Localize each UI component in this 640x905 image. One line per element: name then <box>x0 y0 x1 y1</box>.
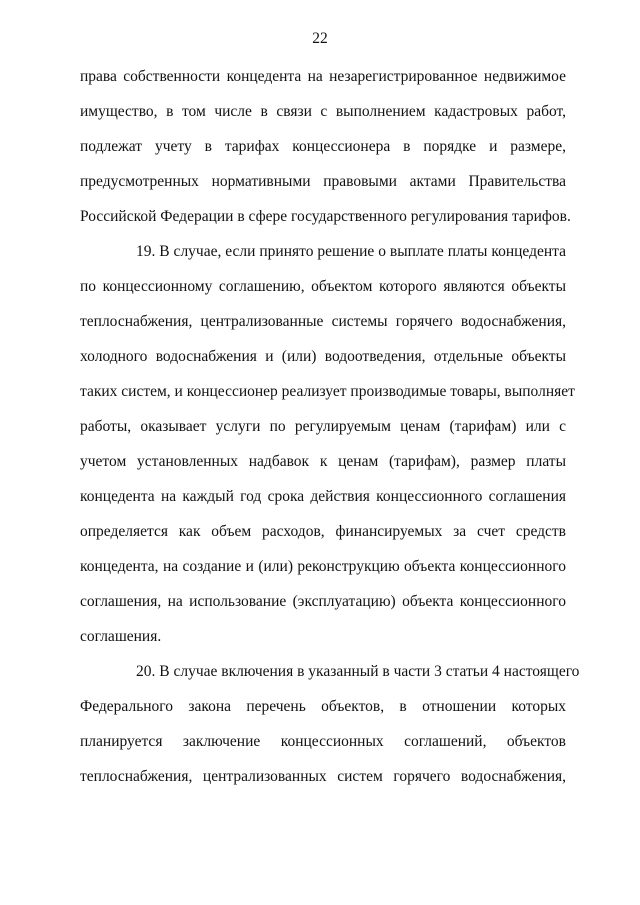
paragraph-item-19 <box>80 239 575 659</box>
text-line: теплоснабжения, централизованных систем горячего водоснабжения, <box>80 768 566 785</box>
text-line: права собственности концедента на незарегистрированное недвижимое <box>80 68 566 85</box>
text-line: концедента на каждый год срока действия концессионного соглашения <box>80 488 566 505</box>
text-line: работы, оказывает услуги по регулируемым ценам (тарифам) или с <box>80 418 566 435</box>
paragraph-continuation <box>80 64 571 239</box>
text-line: 20. В случае включения в указанный в части 3 статьи 4 настоящего <box>136 663 580 680</box>
text-line: соглашения, на использование (эксплуатацию) объекта концессионного <box>80 593 566 610</box>
page-number: 22 <box>312 30 328 47</box>
text-line: Федерального закона перечень объектов, в отношении которых <box>80 698 566 715</box>
text-line: подлежат учету в тарифах концессионера в порядке и размере, <box>80 138 566 155</box>
text-line: предусмотренных нормативными правовыми актами Правительства <box>80 173 566 190</box>
text-line: таких систем, и концессионер реализует производимые товары, выполняет <box>80 383 575 400</box>
text-line: имущество, в том числе в связи с выполнением кадастровых работ, <box>80 103 566 120</box>
text-line: теплоснабжения, централизованные системы горячего водоснабжения, <box>80 313 566 330</box>
text-line: учетом установленных надбавок к ценам (тарифам), размер платы <box>80 453 566 470</box>
text-line: Российской Федерации в сфере государственного регулирования тарифов. <box>80 208 571 225</box>
text-line: по концессионному соглашению, объектом которого являются объекты <box>80 278 566 295</box>
document-body <box>80 64 580 799</box>
text-line: планируется заключение концессионных соглашений, объектов <box>80 733 566 750</box>
text-line: концедента, на создание и (или) реконструкцию объекта концессионного <box>80 558 566 575</box>
text-line: холодного водоснабжения и (или) водоотведения, отдельные объекты <box>80 348 566 365</box>
paragraph-item-20 <box>80 659 580 799</box>
text-line: соглашения. <box>80 628 162 645</box>
text-line: определяется как объем расходов, финансируемых за счет средств <box>80 523 566 540</box>
text-line: 19. В случае, если принято решение о выплате платы концедента <box>136 243 566 260</box>
